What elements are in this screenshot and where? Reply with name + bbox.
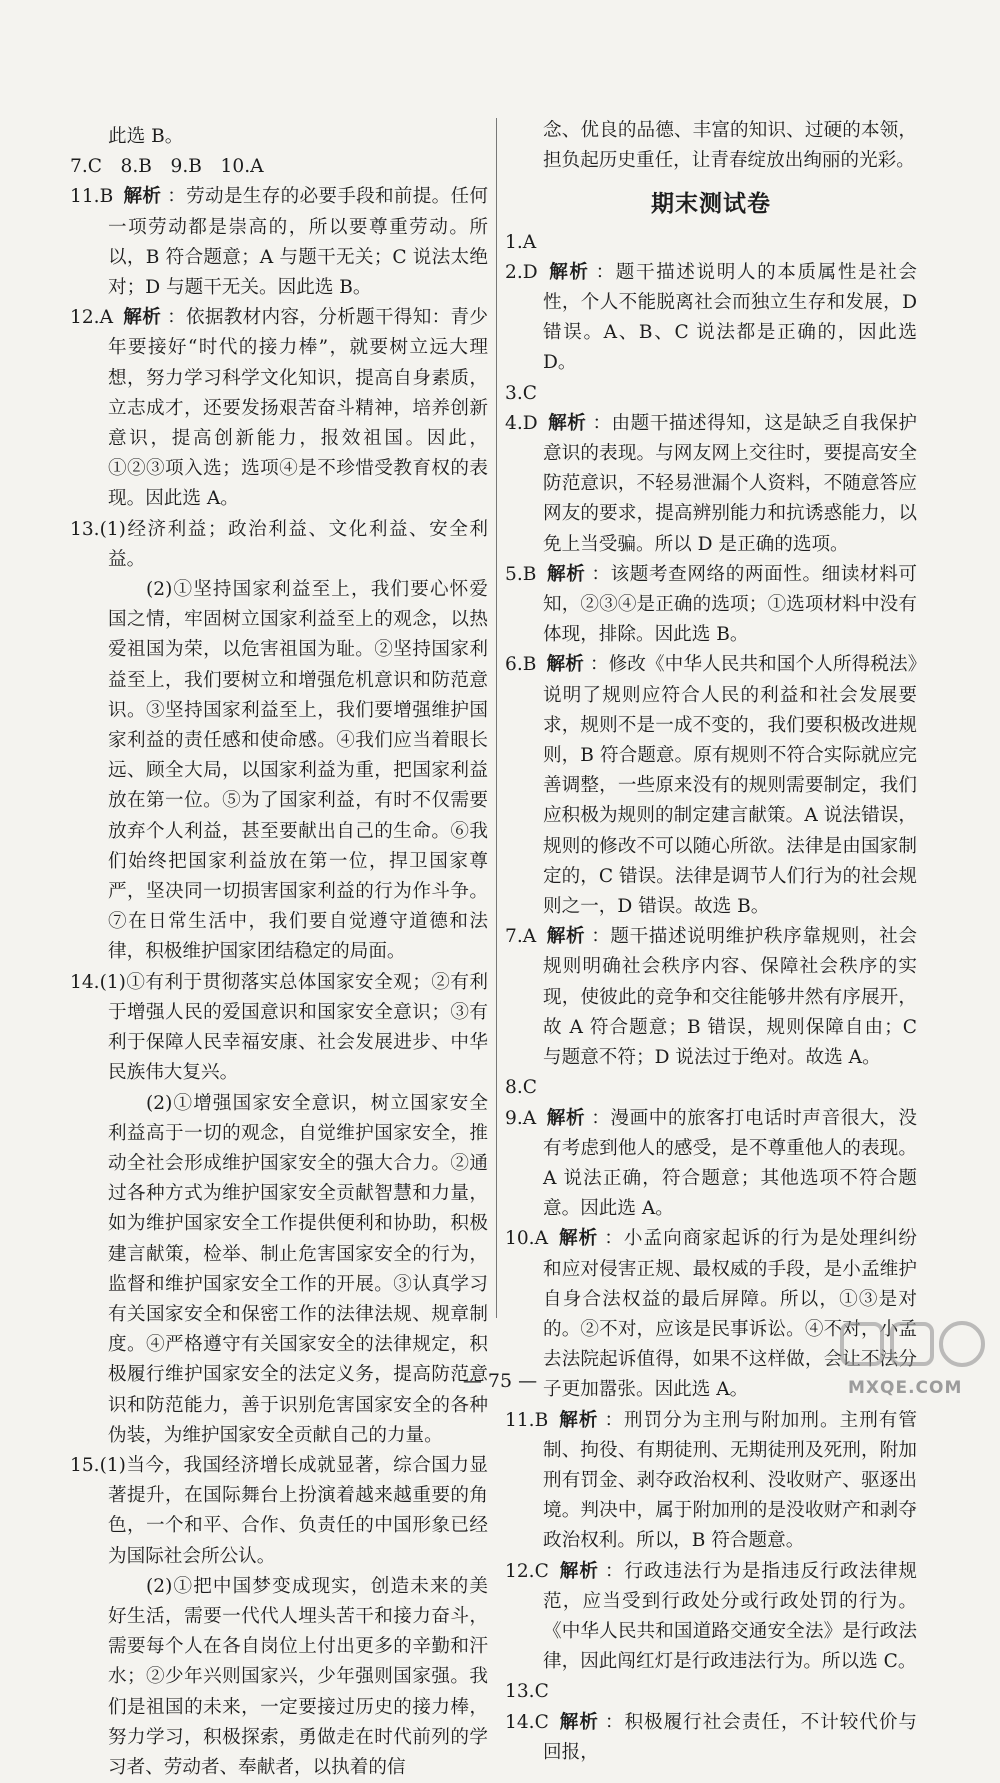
answer-item xyxy=(505,1104,917,1225)
answer-item xyxy=(505,1073,917,1103)
answer-part: (1)①有利于贯彻落实总体国家安全观；②有利于增强人民的爱国意识和国家安全意识；③有利于保障人民幸福安康、社会发展进步、中华民族伟大复兴。 xyxy=(99,971,488,1084)
answer-item xyxy=(505,258,917,379)
continued-text: 此选 B。 xyxy=(108,126,184,147)
answer-item xyxy=(505,650,917,922)
question-number: 15. xyxy=(70,1454,100,1476)
answer-11 xyxy=(70,182,488,303)
question-number: 6.B xyxy=(505,654,537,676)
analysis-text: ：该题考查网络的两面性。细读材料可知，②③④是正确的选项；①选项材料中没有体现，排除。因此选 B。 xyxy=(543,563,917,646)
answer-item xyxy=(505,1406,917,1557)
analysis-label: 解析 xyxy=(546,654,584,676)
question-number: 4.D xyxy=(505,412,538,434)
answer-13-part-2: (2)①坚持国家利益至上，我们要心怀爱国之情，牢固树立国家利益至上的观念，以热爱祖国为荣，以危害祖国为耻。②坚持国家利益至上，我们要树立和增强危机意识和防范意识。③坚持国家利益至上，我们要增强维护国家利益的责任感和使命感。④我们应当着眼长远、顾全大局，以国家利益为重，把国家利益放在第一位。⑤为了国家利益，有时不仅需要放弃个人利益，甚至要献出自己的生命。⑥我们始终把国家利益放在第一位，捍卫国家尊严，坚决同一切损害国家利益的行为作斗争。⑦在日常生活中，我们要自觉遵守道德和法律，积极维护国家团结稳定的局面。 xyxy=(108,579,488,963)
question-number: 14. xyxy=(70,971,100,993)
analysis-label: 解析 xyxy=(547,412,587,434)
question-number: 1.A xyxy=(505,231,537,253)
question-number: 11.B xyxy=(70,186,114,208)
analysis-text: ：由题干描述得知，这是缺乏自我保护意识的表现。与网友网上交往时，要提高安全防范意识，不轻易泄漏个人资料，不随意答应网友的要求，提高辨别能力和抗诱惑能力，以免上当受骗。所以 D 是正确的选项。 xyxy=(543,412,917,555)
question-number: 12.C xyxy=(505,1560,549,1582)
question-number: 14.C xyxy=(505,1711,549,1733)
analysis-label: 解析 xyxy=(546,563,586,585)
analysis-label: 解析 xyxy=(123,186,162,208)
analysis-text: ：修改《中华人民共和国个人所得税法》说明了规则应符合人民的利益和社会发展要求，规则不是一成不变的，我们要积极改进规则，B 符合题意。原有规则不符合实际就应完善调整，一些原来没有的规则需要制定，我们应积极为规则的制定建言献策。A 说法错误，规则的修改不可以随心所欲。法律是由国家制定的，C 错误。法律是调节人们行为的社会规则之一，D 错误。故选 B。 xyxy=(543,654,917,918)
analysis-text: ：劳动是生存的必要手段和前提。任何一项劳动都是崇高的，所以要尊重劳动。所以，B 符合题意；A 与题干无关；C 说法太绝对；D 与题干无关。因此选 B。 xyxy=(108,186,488,299)
analysis-label: 解析 xyxy=(123,307,162,329)
continued-text: 念、优良的品德、丰富的知识、过硬的本领，担负起历史重任，让青春绽放出绚丽的光彩。 xyxy=(543,120,917,172)
answer-item xyxy=(505,1557,917,1678)
answer-item xyxy=(505,922,917,1073)
question-number: 7.A xyxy=(505,926,537,948)
analysis-label: 解析 xyxy=(558,1409,599,1431)
answer-14 xyxy=(70,968,488,1089)
analysis-label: 解析 xyxy=(547,261,590,283)
answer-part: (1)当今，我国经济增长成就显著，综合国力显著提升，在国际舞台上扮演着越来越重要的角色，一个和平、合作、负责任的中国形象已经为国际社会所公认。 xyxy=(99,1454,488,1567)
answer-13 xyxy=(70,515,488,575)
right-column xyxy=(505,116,917,1768)
answer-part: (1)经济利益；政治利益、文化利益、安全利益。 xyxy=(99,518,488,570)
analysis-label: 解析 xyxy=(546,1107,586,1129)
analysis-label: 解析 xyxy=(558,1228,599,1250)
question-number: 12.A xyxy=(70,307,113,329)
answer-list xyxy=(505,228,917,1768)
analysis-text: ：小孟向商家起诉的行为是处理纠纷和应对侵害正规、最权威的手段，是小孟维护自身合法权益的最后屏障。所以，①③是对的。②不对，应该是民事诉讼。④不对，小孟去法院起诉值得，如果不这样做，会让不法分子更加嚣张。因此选 A。 xyxy=(543,1228,917,1401)
answer-15 xyxy=(70,1451,488,1572)
answer-item xyxy=(505,409,917,560)
answer-line: 7.C 8.B 9.B 10.A xyxy=(70,156,264,178)
answer-item xyxy=(505,1708,917,1768)
question-number: 3.C xyxy=(505,382,537,404)
watermark-url: MXQE.COM xyxy=(848,1378,963,1398)
question-number: 8.C xyxy=(505,1077,537,1099)
analysis-text: ：题干描述说明维护秩序靠规则，社会规则明确社会秩序内容、保障社会秩序的实现，使彼此的竞争和交往能够井然有序展开，故 A 符合题意；B 错误，规则保障自由；C 与题意不符；D 说法过于绝对。故选 A。 xyxy=(543,926,917,1069)
analysis-label: 解析 xyxy=(558,1560,599,1582)
analysis-text: ：漫画中的旅客打电话时声音很大，没有考虑到他人的感受，是不尊重他人的表现。A 说法正确，符合题意；其他选项不符合题意。因此选 A。 xyxy=(543,1107,917,1220)
analysis-text: ：行政违法行为是指违反行政法律规范，应当受到行政处分或行政处罚的行为。《中华人民共和国道路交通安全法》是行政法律，因此闯红灯是行政违法行为。所以选 C。 xyxy=(543,1560,917,1673)
analysis-label: 解析 xyxy=(558,1711,599,1733)
analysis-text: ：依据教材内容，分析题干得知：青少年要接好“时代的接力棒”，就要树立远大理想，努力学习科学文化知识，提高自身素质，立志成才，还要发扬艰苦奋斗精神，培养创新意识，提高创新能力，报效祖国。因此，①②③项入选；选项④是不珍惜受教育权的表现。因此选 A。 xyxy=(108,307,488,510)
section-title: 期末测试卷 xyxy=(651,191,771,218)
question-number: 13.C xyxy=(505,1681,549,1703)
left-column xyxy=(70,122,488,1783)
question-number: 11.B xyxy=(505,1409,549,1431)
answer-item xyxy=(505,379,917,409)
question-number: 10.A xyxy=(505,1228,548,1250)
answer-item xyxy=(505,1677,917,1707)
analysis-text: ：积极履行社会责任，不计较代价与回报， xyxy=(543,1711,917,1763)
answer-item xyxy=(505,560,917,651)
answer-item xyxy=(505,228,917,258)
column-divider xyxy=(496,118,497,1318)
question-number: 13. xyxy=(70,518,100,540)
analysis-text: ：题干描述说明人的本质属性是社会性，个人不能脱离社会而独立生存和发展，D 错误。A、B、C 说法都是正确的，因此选 D。 xyxy=(543,261,917,374)
analysis-text: ：刑罚分为主刑与附加刑。主刑有管制、拘役、有期徒刑、无期徒刑及死刑，附加刑有罚金、剥夺政治权利、没收财产、驱逐出境。判决中，属于附加刑的是没收财产和剥夺政治权利。所以，B 符合题意。 xyxy=(543,1409,917,1552)
page-number: — 75 — xyxy=(462,1370,538,1392)
answer-12 xyxy=(70,303,488,514)
question-number: 2.D xyxy=(505,261,538,283)
answer-14-part-2: (2)①增强国家安全意识，树立国家安全利益高于一切的观念，自觉维护国家安全，推动全社会形成维护国家安全的强大合力。②通过各种方式为维护国家安全贡献智慧和力量，如为维护国家安全工作提供便利和协助，积极建言献策，检举、制止危害国家安全的行为，监督和维护国家安全工作的开展。③认真学习有关国家安全和保密工作的法律法规、规章制度。④严格遵守有关国家安全的法律规定，积极履行维护国家安全的法定义务，提高防范意识和防范能力，善于识别危害国家安全的各种伪装，为维护国家安全贡献自己的力量。 xyxy=(108,1092,488,1446)
analysis-label: 解析 xyxy=(546,926,586,948)
question-number: 5.B xyxy=(505,563,537,585)
question-number: 9.A xyxy=(505,1107,537,1129)
answer-15-part-2: (2)①把中国梦变成现实，创造未来的美好生活，需要一代代人埋头苦干和接力奋斗，需要每个人在各自岗位上付出更多的辛勤和汗水；②少年兴则国家兴，少年强则国家强。我们是祖国的未来，一定要接过历史的接力棒，努力学习，积极探索，勇做走在时代前列的学习者、劳动者、奉献者，以执着的信 xyxy=(108,1575,488,1778)
